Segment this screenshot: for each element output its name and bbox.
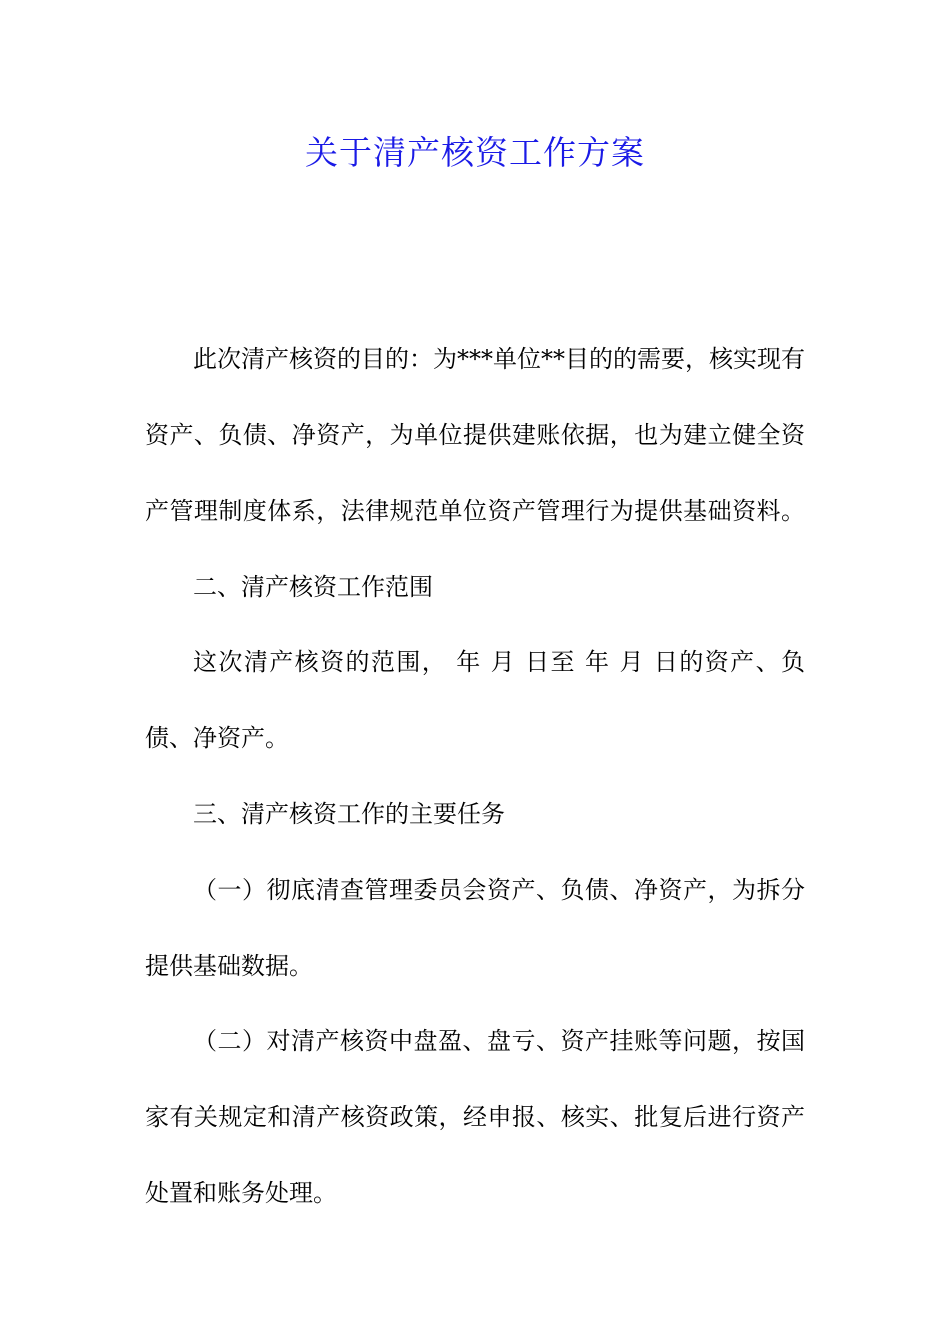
paragraph-line: 这次清产核资的范围， 年 月 日至 年 月 日的资产、负 [193, 648, 805, 676]
paragraph-line: 提供基础数据。 [145, 952, 313, 980]
paragraph-line: 债、净资产。 [145, 724, 289, 752]
paragraph-line: 家有关规定和清产核资政策，经申报、核实、批复后进行资产 [145, 1103, 805, 1131]
paragraph-line: 产管理制度体系，法律规范单位资产管理行为提供基础资料。 [145, 497, 805, 525]
paragraph-line: 资产、负债、净资产，为单位提供建账依据，也为建立健全资 [145, 421, 805, 449]
paragraph-line: （一）彻底清查管理委员会资产、负债、净资产，为拆分 [193, 876, 805, 904]
paragraph-line: 处置和账务处理。 [145, 1179, 337, 1207]
section-heading: 二、清产核资工作范围 [193, 573, 433, 601]
paragraph-line: 此次清产核资的目的：为***单位**目的的需要，核实现有 [193, 345, 805, 373]
document-title: 关于清产核资工作方案 [305, 133, 645, 172]
section-heading: 三、清产核资工作的主要任务 [193, 800, 505, 828]
paragraph-line: （二）对清产核资中盘盈、盘亏、资产挂账等问题，按国 [193, 1027, 805, 1055]
